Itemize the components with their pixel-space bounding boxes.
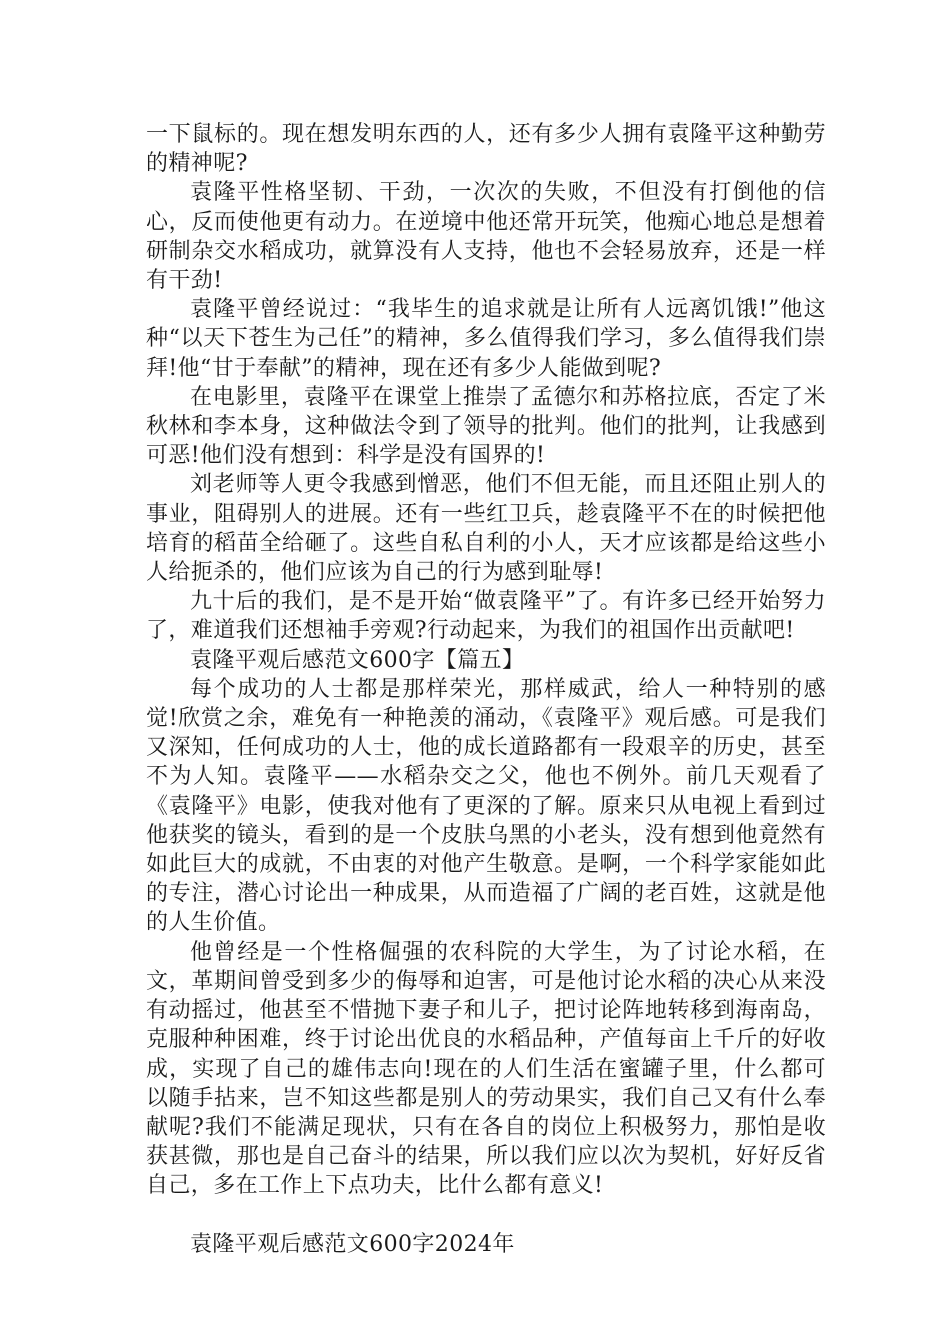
document-page [146,120,826,1259]
paragraph-quote: 袁隆平曾经说过：“我毕生的追求就是让所有人远离饥饿!”他这种“以天下苍生为己任”的精神，多么值得我们学习，多么值得我们崇拜!他“甘于奉献”的精神，现在还有多少人能做到呢? [146,297,826,381]
section-heading-2024: 袁隆平观后感范文600字2024年 [190,1231,515,1257]
paragraph-perseverance: 袁隆平性格坚韧、干劲，一次次的失败，不但没有打倒他的信心，反而使他更有动力。在逆境中他还常开玩笑，他痴心地总是想着研制杂交水稻成功，就算没有人支持，他也不会轻易放弃，还是一样有干劲! [146,180,826,294]
paragraph-nineties: 九十后的我们，是不是开始“做袁隆平”了。有许多已经开始努力了，难道我们还想袖手旁观?行动起来，为我们的祖国作出贡献吧! [146,589,826,644]
paragraph-success: 每个成功的人士都是那样荣光，那样威武，给人一种特别的感觉!欣赏之余，难免有一种艳羡的涌动，《袁隆平》观后感。可是我们又深知，任何成功的人士，他的成长道路都有一段艰辛的历史，甚至不为人知。袁隆平——水稻杂交之父，他也不例外。前几天观看了《袁隆平》电影，使我对他有了更深的了解。原来只从电视上看到过他获奖的镜头，看到的是一个皮肤乌黑的小老头，没有想到他竟然有如此巨大的成就，不由衷的对他产生敬意。是啊，一个科学家能如此的专注，潜心讨论出一种成果，从而造福了广阔的老百姓，这就是他的人生价值。 [146,676,826,936]
paragraph-continued: 一下鼠标的。现在想发明东西的人，还有多少人拥有袁隆平这种勤劳的精神呢? [146,122,826,177]
section-heading-part-five: 袁隆平观后感范文600字【篇五】 [190,647,525,673]
paragraph-student: 他曾经是一个性格倔强的农科院的大学生，为了讨论水稻，在文，革期间曾受到多少的侮辱和迫害，可是他讨论水稻的决心从来没有动摇过，他甚至不惜抛下妻子和儿子，把讨论阵地转移到海南岛，克服种种困难，终于讨论出优良的水稻品种，产值每亩上千斤的好收成，实现了自己的雄伟志向!现在的人们生活在蜜罐子里，什么都可以随手拈来，岂不知这些都是别人的劳动果实，我们自己又有什么奉献呢?我们不能满足现状，只有在各自的岗位上积极努力，那怕是收获甚微，那也是自己奋斗的结果，所以我们应以次为契机，好好反省自己，多在工作上下点功夫，比什么都有意义! [146,939,826,1199]
paragraph-classroom: 在电影里，袁隆平在课堂上推崇了孟德尔和苏格拉底，否定了米秋林和李本身，这种做法令到了领导的批判。他们的批判，让我感到可恶!他们没有想到：科学是没有国界的! [146,384,826,469]
paragraph-teacher: 刘老师等人更令我感到憎恶，他们不但无能，而且还阻止别人的事业，阻碍别人的进展。还有一些红卫兵，趁袁隆平不在的时候把他培育的稻苗全给砸了。这些自私自利的小人，天才应该都是给这些小人给扼杀的，他们应该为自己的行为感到耻辱! [146,472,826,586]
